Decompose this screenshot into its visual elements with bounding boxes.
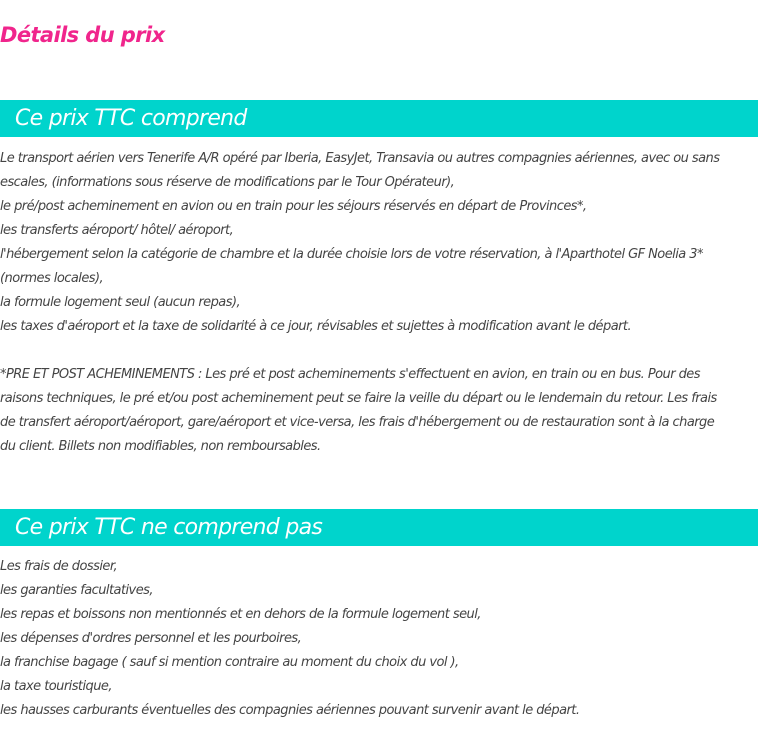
included-line: la formule logement seul (aucun repas),: [0, 295, 241, 310]
acheminement-note-line: raisons techniques, le pré et/ou post acheminement peut se faire la veille du départ ou le lendemain du retour. Les frais: [0, 391, 717, 406]
acheminement-note-line: du client. Billets non modifiables, non remboursables.: [0, 439, 321, 454]
included-line: le pré/post acheminement en avion ou en train pour les séjours réservés en départ de Provinces*,: [0, 199, 587, 214]
included-line: les transferts aéroport/ hôtel/ aéroport,: [0, 223, 234, 238]
excluded-line: la franchise bagage ( sauf si mention contraire au moment du choix du vol ),: [0, 655, 459, 670]
excluded-line: la taxe touristique,: [0, 679, 112, 694]
acheminement-note-line: de transfert aéroport/aéroport, gare/aéroport et vice-versa, les frais d'hébergement ou de restauration sont à la charge: [0, 415, 715, 430]
excluded-line: les hausses carburants éventuelles des compagnies aériennes pouvant survenir avant le départ.: [0, 703, 580, 718]
included-section-title: Ce prix TTC comprend: [15, 106, 247, 131]
included-line: (normes locales),: [0, 271, 104, 286]
excluded-section-title: Ce prix TTC ne comprend pas: [15, 515, 323, 540]
included-line: les taxes d'aéroport et la taxe de solidarité à ce jour, révisables et sujettes à modification avant le départ.: [0, 319, 632, 334]
included-line: Le transport aérien vers Tenerife A/R opéré par Iberia, EasyJet, Transavia ou autres compagnies aériennes, avec ou sans: [0, 151, 720, 166]
excluded-line: les garanties facultatives,: [0, 583, 153, 598]
excluded-line: Les frais de dossier,: [0, 559, 118, 574]
included-section-header: [0, 100, 758, 137]
excluded-list: [0, 555, 758, 723]
excluded-line: les repas et boissons non mentionnés et en dehors de la formule logement seul,: [0, 607, 481, 622]
acheminement-note-line: *PRE ET POST ACHEMINEMENTS : Les pré et post acheminements s'effectuent en avion, en train ou en bus. Pour des: [0, 367, 700, 382]
excluded-section-header: [0, 509, 758, 546]
spacer: [0, 339, 758, 363]
included-list: [0, 147, 758, 459]
page-title: Détails du prix: [0, 23, 165, 47]
included-line: escales, (informations sous réserve de modifications par le Tour Opérateur),: [0, 175, 455, 190]
included-line: l'hébergement selon la catégorie de chambre et la durée choisie lors de votre réservation, à l'Aparthotel GF Noelia 3*: [0, 247, 703, 262]
excluded-line: les dépenses d'ordres personnel et les pourboires,: [0, 631, 302, 646]
